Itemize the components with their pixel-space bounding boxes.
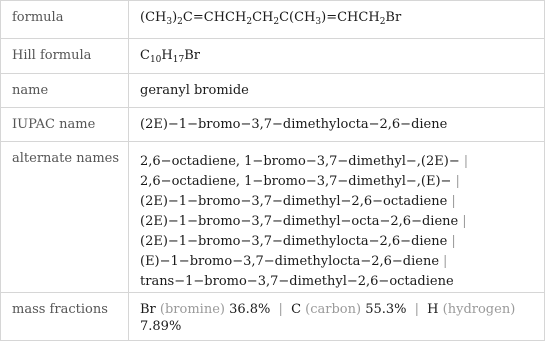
formula-subscript: 3 [166, 17, 173, 27]
element-name: (carbon) [305, 302, 362, 317]
formula-subscript: 2 [177, 17, 183, 27]
formula-text-part: Br [385, 10, 402, 25]
separator: | [443, 254, 448, 269]
separator: | [451, 234, 456, 249]
alternate-name: 2,6−octadiene, 1−bromo−3,7−dimethyl−,(E)− [140, 174, 452, 189]
formula-subscript: 3 [315, 17, 322, 27]
alternate-names-list [140, 152, 540, 292]
separator: | [451, 194, 456, 209]
table-row-iupac-name [1, 108, 545, 142]
separator: | [410, 302, 424, 317]
alternate-name-line [140, 152, 540, 172]
alternate-name-line [140, 232, 540, 252]
mass-fraction-value: 7.89% [140, 319, 182, 334]
table-row-mass-fractions [1, 293, 545, 341]
alternate-name: (2E)−1−bromo−3,7−dimethylocta−2,6−diene [140, 234, 448, 249]
separator: | [274, 302, 288, 317]
table-row-name [1, 74, 545, 108]
element-symbol: H [427, 302, 443, 317]
separator: | [462, 214, 467, 229]
hill-formula-text [140, 48, 200, 63]
mass-fraction-value: 36.8% [224, 302, 271, 317]
mass-fractions-value [129, 293, 545, 341]
alternate-name-line [140, 272, 540, 292]
row-label-formula: formula [1, 1, 129, 39]
alternate-names-value [129, 142, 545, 293]
formula-subscript: 2 [273, 17, 280, 27]
hill-formula-text-part: C [140, 48, 150, 63]
row-label-hill-formula: Hill formula [1, 39, 129, 74]
row-label-iupac-name: IUPAC name [1, 108, 129, 142]
alternate-name-line [140, 172, 540, 192]
row-label-mass-fractions: mass fractions [1, 293, 129, 341]
formula-subscript: 2 [246, 17, 253, 27]
alternate-name: trans−1−bromo−3,7−dimethyl−2,6−octadiene [140, 274, 454, 289]
mass-fraction-value: 55.3% [361, 302, 407, 317]
formula-text-part: C(CH [279, 10, 316, 25]
hill-formula-text-part: H [161, 48, 173, 63]
formula-text-part: C=CHCH [182, 10, 247, 25]
formula-text-part: CH [252, 10, 274, 25]
element-name: (bromine) [159, 302, 225, 317]
alternate-name: 2,6−octadiene, 1−bromo−3,7−dimethyl−,(2E)− [140, 154, 460, 169]
formula-text-part: )=CHCH [321, 10, 380, 25]
table-row-hill-formula [1, 39, 545, 74]
alternate-name-line [140, 212, 540, 232]
hill-formula-subscript: 10 [149, 55, 162, 65]
hill-formula-value [129, 39, 545, 74]
table-row-alternate-names [1, 142, 545, 293]
formula-subscript: 2 [379, 17, 386, 27]
alternate-name-line [140, 252, 540, 272]
alternate-name: (E)−1−bromo−3,7−dimethylocta−2,6−diene [140, 254, 440, 269]
iupac-name-value: (2E)−1−bromo−3,7−dimethylocta−2,6−diene [129, 108, 545, 142]
element-symbol: Br [140, 302, 160, 317]
formula-text-part: ) [172, 10, 178, 25]
separator: | [463, 154, 469, 169]
name-value: geranyl bromide [129, 74, 545, 108]
mass-fractions-list [140, 301, 538, 335]
hill-formula-text-part: Br [184, 48, 200, 63]
row-label-alternate-names: alternate names [1, 142, 129, 293]
element-symbol: C [291, 302, 306, 317]
separator: | [455, 174, 460, 189]
formula-value [129, 1, 545, 39]
formula-text [140, 10, 401, 25]
element-name: (hydrogen) [442, 302, 516, 317]
hill-formula-subscript: 17 [172, 55, 185, 65]
table-row-formula [1, 1, 545, 39]
alternate-name: (2E)−1−bromo−3,7−dimethyl−octa−2,6−diene [140, 214, 459, 229]
alternate-name-line [140, 192, 540, 212]
alternate-name: (2E)−1−bromo−3,7−dimethyl−2,6−octadiene [140, 194, 448, 209]
row-label-name: name [1, 74, 129, 108]
formula-text-part: (CH [140, 10, 167, 25]
